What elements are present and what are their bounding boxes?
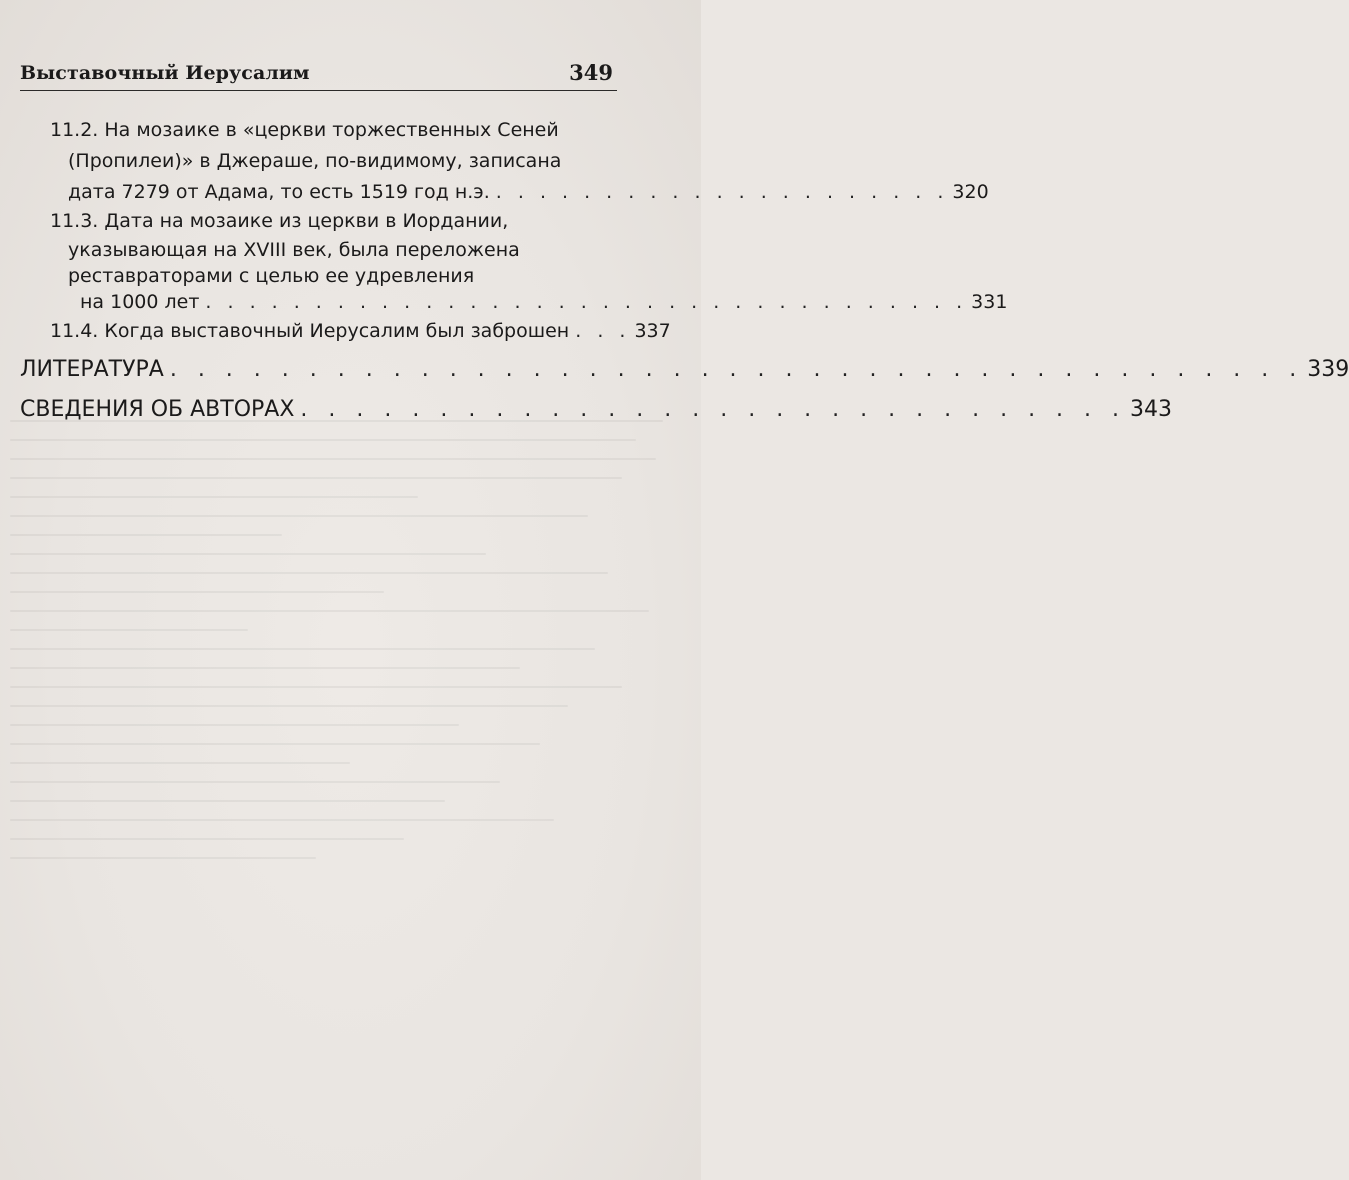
toc-entry-literature	[20, 356, 1349, 384]
leader-dots: . . . . . . . . . . . . . . . . . . . . . . . . . . . . . .	[300, 397, 1127, 422]
toc-entry-text: 11.3. Дата на мозаике из церкви в Иордании,	[50, 210, 509, 232]
toc-section-label: СВЕДЕНИЯ ОБ АВТОРАХ	[20, 397, 295, 422]
toc-page-ref: 337	[634, 320, 671, 342]
toc-entry-11-2-line-1	[50, 118, 559, 142]
toc-page-ref: 320	[952, 181, 989, 203]
leader-dots: . . . . . . . . . . . . . . . . . . . . .	[495, 181, 949, 203]
toc-page-ref: 343	[1130, 397, 1173, 422]
toc-entry-authors	[20, 396, 1173, 424]
toc-entry-11-2-line-3	[68, 180, 989, 204]
toc-entry-11-3-line-2	[68, 238, 520, 262]
toc-entry-text: (Пропилеи)» в Джераше, по-видимому, записана	[68, 150, 562, 172]
toc-section-label: ЛИТЕРАТУРА	[20, 357, 164, 382]
page-number: 349	[569, 60, 613, 85]
toc-entry-11-3-line-4	[80, 290, 1008, 314]
leader-dots: . . . . . . . . . . . . . . . . . . . . . . . . . . . . . . . . . . .	[205, 291, 968, 313]
toc-entry-text: на 1000 лет	[80, 291, 200, 313]
toc-entry-11-4	[50, 319, 671, 343]
toc-entry-11-2-line-2	[68, 149, 561, 173]
toc-entry-text: 11.4. Когда выставочный Иерусалим был заброшен	[50, 320, 570, 342]
leader-dots: . . .	[575, 320, 631, 342]
toc-entry-text: 11.2. На мозаике в «церкви торжественных Сеней	[50, 119, 559, 141]
toc-page-ref: 331	[971, 291, 1008, 313]
toc-entry-text: реставраторами с целью ее удревления	[68, 265, 475, 287]
running-title: Выставочный Иерусалим	[20, 62, 310, 84]
toc-entry-text: указывающая на XVIII век, была переложена	[68, 239, 520, 261]
running-header	[20, 50, 617, 91]
toc-entry-text: дата 7279 от Адама, то есть 1519 год н.э.	[68, 181, 490, 203]
show-through-texture	[10, 420, 690, 1140]
toc-entry-11-3-line-1	[50, 209, 508, 233]
toc-page-ref: 339	[1307, 357, 1349, 382]
leader-dots: . . . . . . . . . . . . . . . . . . . . . . . . . . . . . . . . . . . . . . . . .	[169, 357, 1304, 382]
toc-entry-11-3-line-3	[68, 264, 474, 288]
